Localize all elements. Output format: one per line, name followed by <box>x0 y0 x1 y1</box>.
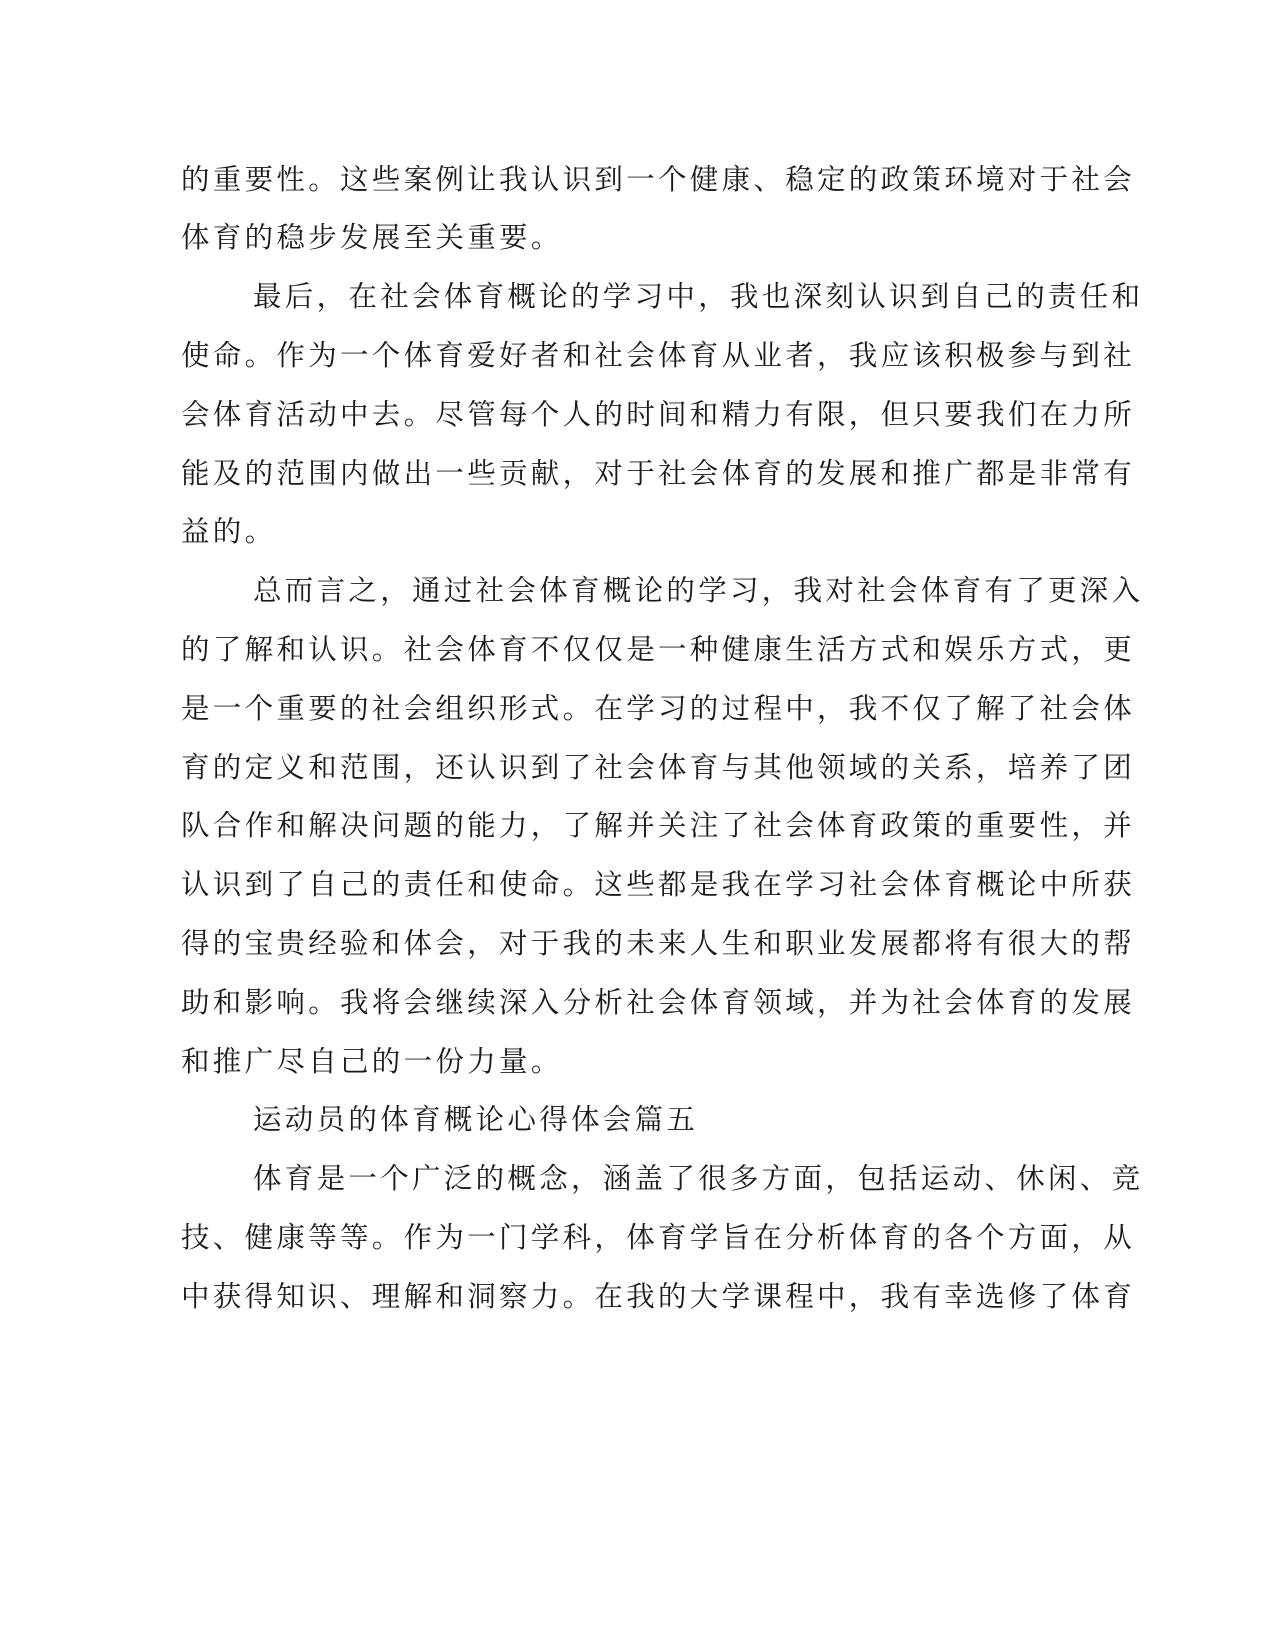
text-line: 使命。作为一个体育爱好者和社会体育从业者，我应该积极参与到社 <box>181 339 1136 372</box>
text-line: 得的宝贵经验和体会，对于我的未来人生和职业发展都将有很大的帮 <box>181 927 1136 960</box>
text-line: 能及的范围内做出一些贡献，对于社会体育的发展和推广都是非常有 <box>181 457 1136 490</box>
text-line: 育的定义和范围，还认识到了社会体育与其他领域的关系，培养了团 <box>181 751 1136 784</box>
text-line: 的重要性。这些案例让我认识到一个健康、稳定的政策环境对于社会 <box>181 163 1136 196</box>
text-line: 体育的稳步发展至关重要。 <box>181 221 563 254</box>
text-line: 认识到了自己的责任和使命。这些都是我在学习社会体育概论中所获 <box>181 868 1136 901</box>
text-line: 队合作和解决问题的能力，了解并关注了社会体育政策的重要性，并 <box>181 809 1136 842</box>
text-line: 的了解和认识。社会体育不仅仅是一种健康生活方式和娱乐方式，更 <box>181 633 1136 666</box>
text-line: 助和影响。我将会继续深入分析社会体育领域，并为社会体育的发展 <box>181 986 1136 1019</box>
text-line: 和推广尽自己的一份力量。 <box>181 1045 563 1078</box>
section-heading: 运动员的体育概论心得体会篇五 <box>253 1103 699 1136</box>
paragraph-start-line: 体育是一个广泛的概念，涵盖了很多方面，包括运动、休闲、竞 <box>253 1162 1144 1195</box>
text-line: 是一个重要的社会组织形式。在学习的过程中，我不仅了解了社会体 <box>181 692 1136 725</box>
paragraph-start-line: 总而言之，通过社会体育概论的学习，我对社会体育有了更深入 <box>253 574 1144 607</box>
text-line: 会体育活动中去。尽管每个人的时间和精力有限，但只要我们在力所 <box>181 398 1136 431</box>
paragraph-start-line: 最后，在社会体育概论的学习中，我也深刻认识到自己的责任和 <box>253 280 1144 313</box>
text-line: 中获得知识、理解和洞察力。在我的大学课程中，我有幸选修了体育 <box>181 1280 1136 1313</box>
text-line: 益的。 <box>181 515 277 548</box>
text-line: 技、健康等等。作为一门学科，体育学旨在分析体育的各个方面，从 <box>181 1221 1136 1254</box>
